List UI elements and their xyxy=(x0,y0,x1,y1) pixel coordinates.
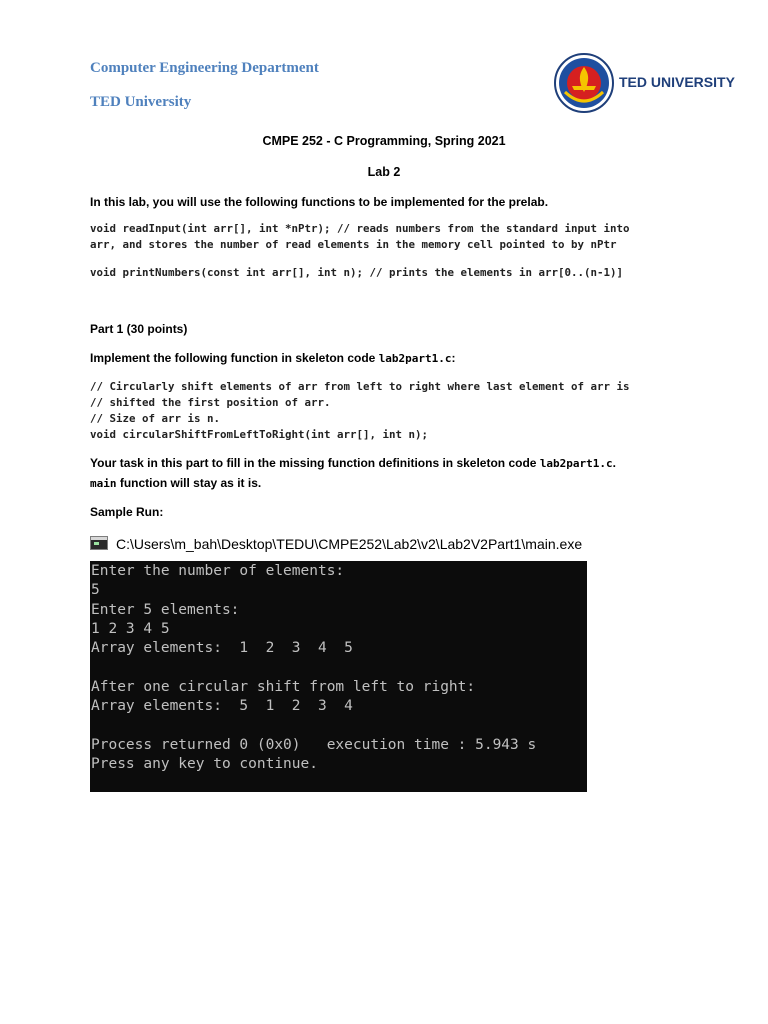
console-output-line xyxy=(90,716,587,735)
task-period: . xyxy=(612,456,617,470)
part1-heading: Part 1 (30 points) xyxy=(90,322,188,336)
main-note: function will stay as it is. xyxy=(116,476,262,490)
console-output-line: 5 xyxy=(91,582,100,599)
implement-colon: : xyxy=(451,351,456,365)
ted-university-seal-icon xyxy=(553,52,615,114)
part1-implement-text xyxy=(90,351,456,365)
implement-text: Implement the following function in skeleton code xyxy=(90,351,379,365)
part1-task-text xyxy=(90,456,616,470)
university-heading: TED University xyxy=(90,94,192,110)
logo-wordmark: TED UNIVERSITY xyxy=(619,74,735,90)
task-filename: lab2part1.c xyxy=(539,457,613,470)
console-window xyxy=(90,561,587,792)
console-output-line: 1 2 3 4 5 xyxy=(91,620,170,637)
console-app-icon xyxy=(90,536,108,550)
sample-run-heading: Sample Run: xyxy=(90,505,164,519)
department-heading: Computer Engineering Department xyxy=(90,60,319,76)
console-output-line: After one circular shift from left to right: xyxy=(91,678,476,695)
part1-function-code: // Circularly shift elements of arr from left to right where last element of arr is // shifted the first position of arr. // Size of arr is n. void circularShiftFromLeftToRight(int arr[], int n); xyxy=(90,380,630,441)
console-output-line: Array elements: 5 1 2 3 4 xyxy=(91,698,353,715)
console-output-line: Enter the number of elements: xyxy=(91,563,345,579)
console-output-line: Process returned 0 (0x0) execution time : 5.943 s xyxy=(91,736,537,753)
prelab-code-read-input: void readInput(int arr[], int *nPtr); // reads numbers from the standard input into arr, and stores the number of read elements in the memory cell pointed to by nPtr xyxy=(90,222,630,251)
ted-university-logo xyxy=(553,52,735,114)
skeleton-filename: lab2part1.c xyxy=(378,352,452,365)
course-title: CMPE 252 - C Programming, Spring 2021 xyxy=(262,134,506,148)
console-output-line: Array elements: 1 2 3 4 5 xyxy=(91,640,353,657)
console-output-line: Enter 5 elements: xyxy=(91,601,240,618)
intro-text: In this lab, you will use the following functions to be implemented for the prelab. xyxy=(90,195,549,209)
console-window-title: C:\Users\m_bah\Desktop\TEDU\CMPE252\Lab2\v2\Lab2V2Part1\main.exe xyxy=(116,536,583,552)
main-keyword: main xyxy=(90,477,117,490)
console-output-line: Press any key to continue. xyxy=(91,755,318,772)
console-output-line xyxy=(90,658,587,677)
lab-title: Lab 2 xyxy=(367,165,401,179)
task-text: Your task in this part to fill in the missing function definitions in skeleton code xyxy=(90,456,540,470)
part1-main-text xyxy=(90,476,261,490)
console-titlebar xyxy=(90,536,590,556)
prelab-code-print-numbers: void printNumbers(const int arr[], int n); // prints the elements in arr[0..(n-1)] xyxy=(90,266,624,279)
